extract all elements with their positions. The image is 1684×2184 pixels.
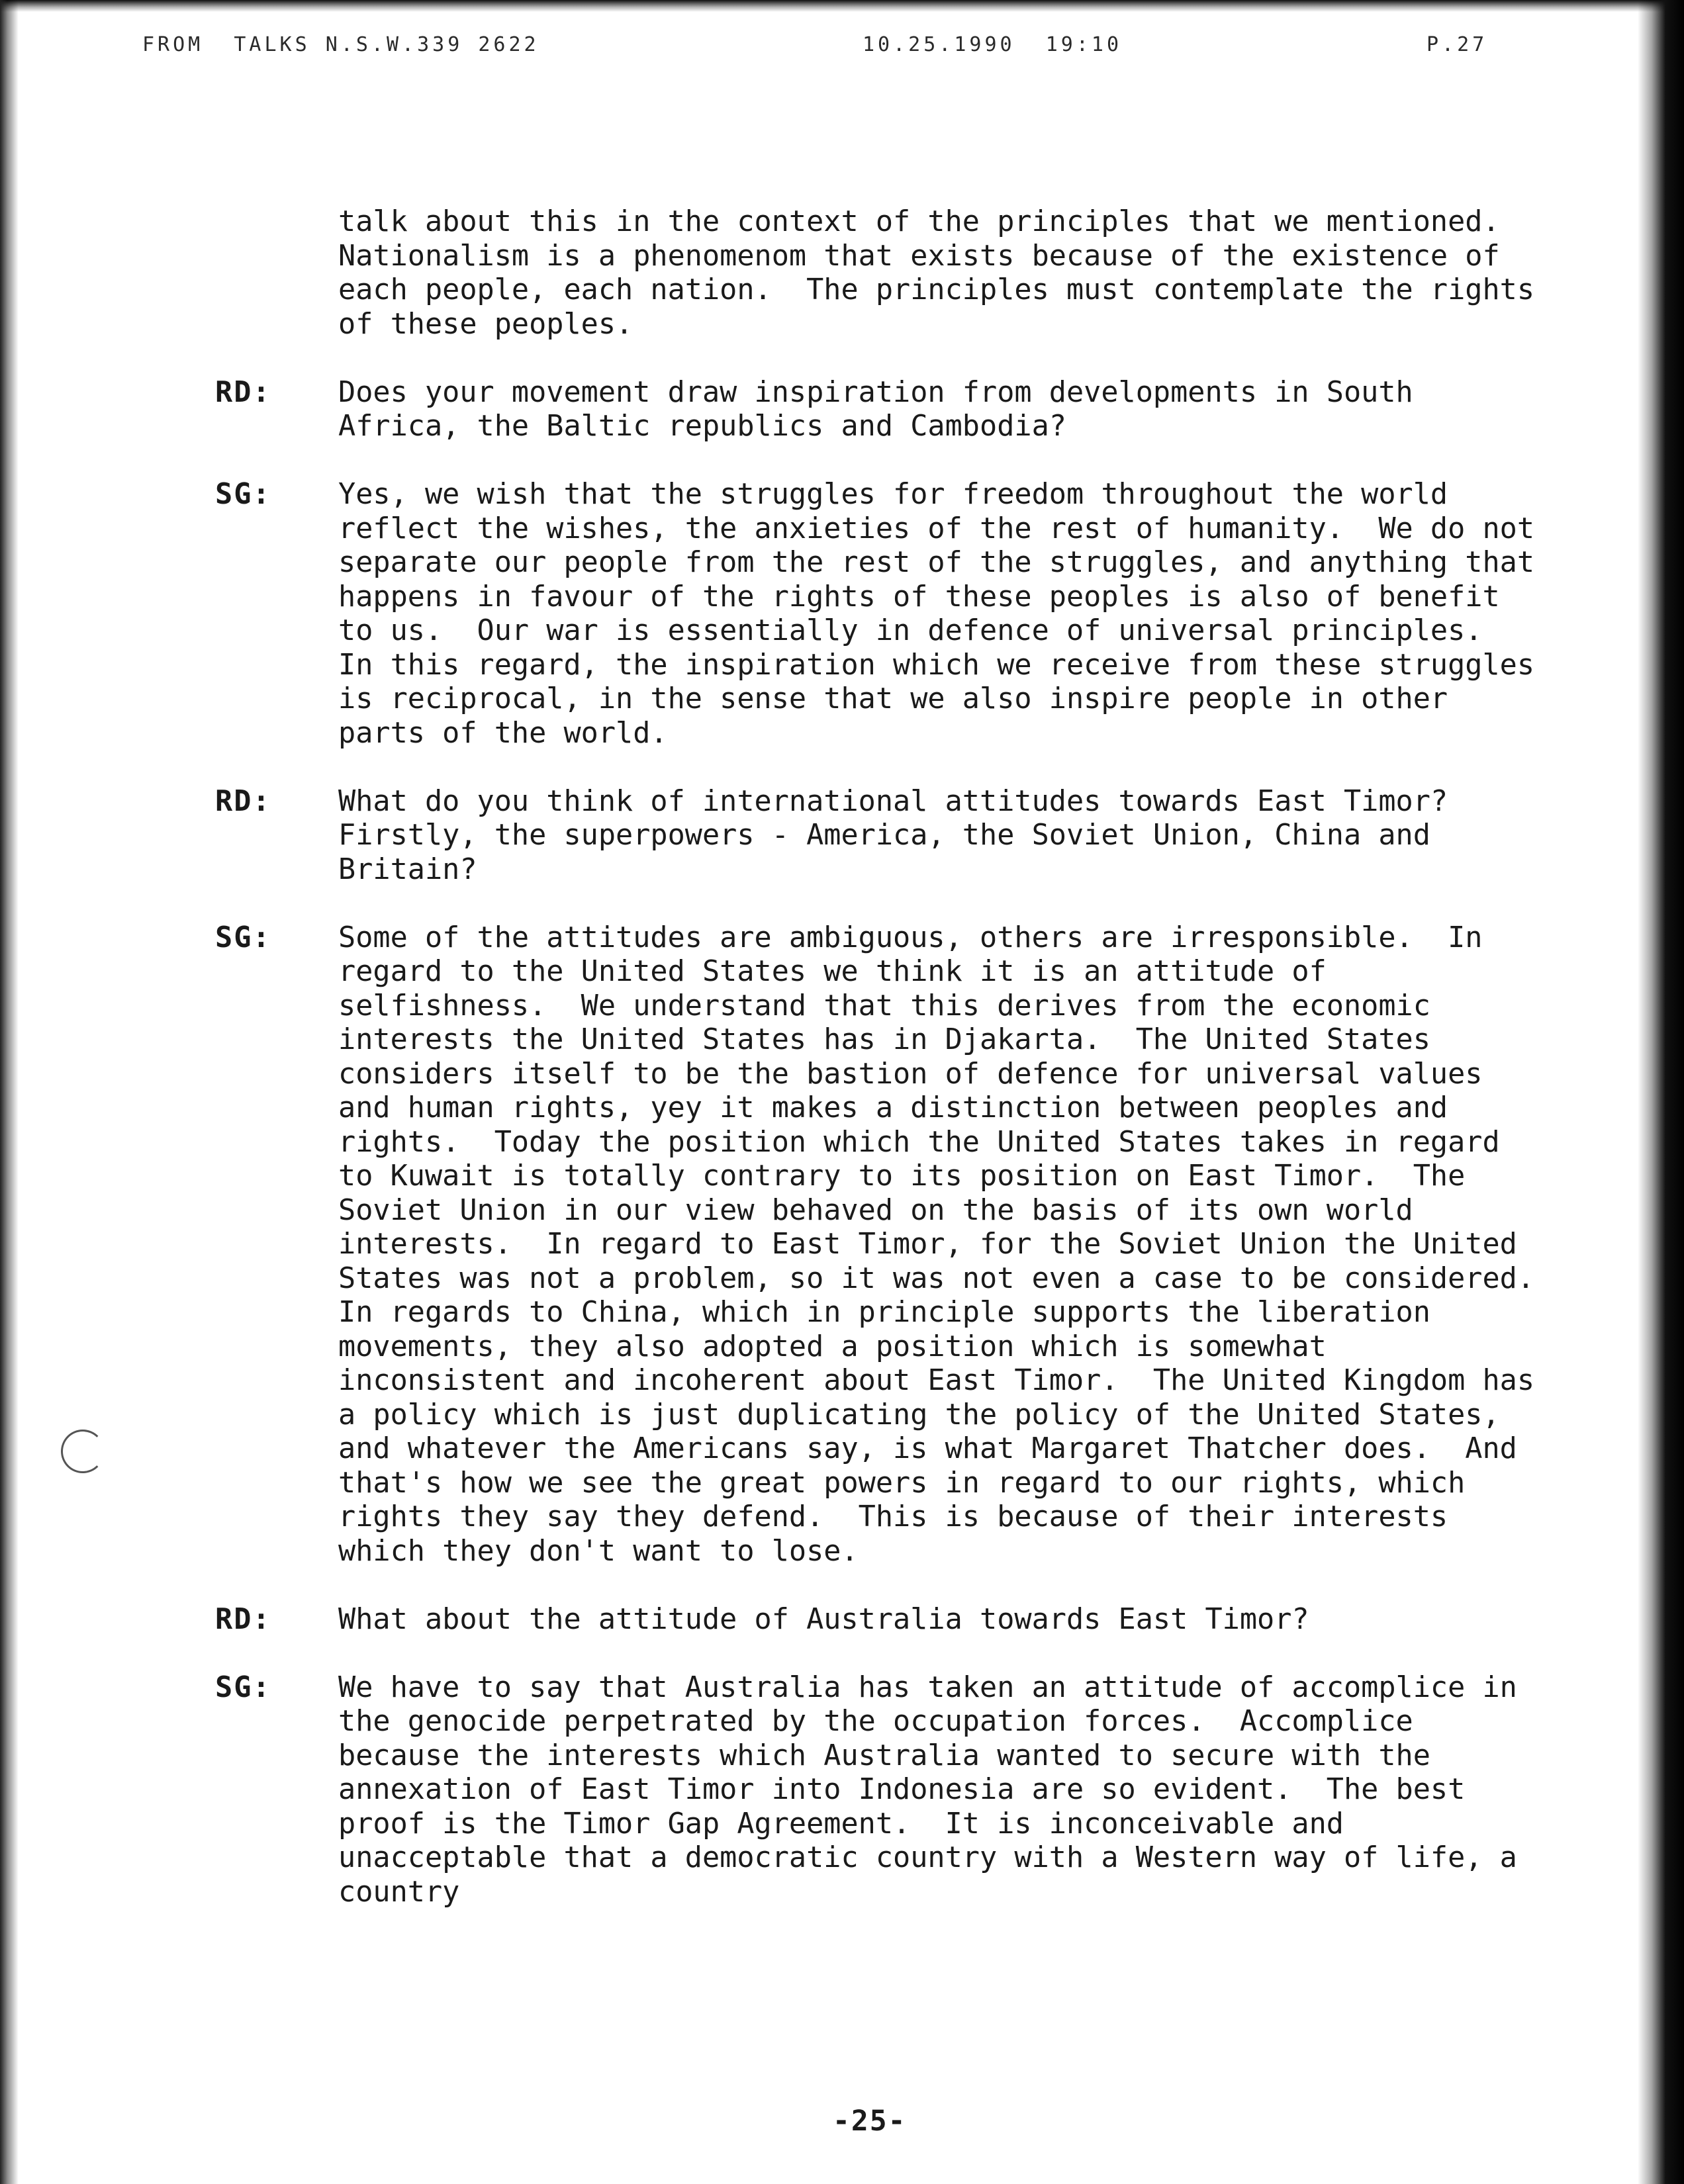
block-text: Yes, we wish that the struggles for freedom throughout the world reflect the wishes, the anxieties of the rest of humanity. We do not separate our people from the rest of the struggles, and anything that happens in favour of the rights of these peoples is also of benefit to us. Our war is essentially in defence of universal principles. In this regard, the inspiration which we receive from these struggles is reciprocal, in the sense that we also inspire people in other parts of the world.	[338, 478, 1552, 750]
transcript-block	[215, 1603, 1539, 1637]
fax-header	[0, 33, 1684, 66]
scan-edge-left	[0, 0, 19, 2184]
scan-edge-top	[0, 0, 1684, 12]
block-text: We have to say that Australia has taken an attitude of accomplice in the genocide perpetrated by the occupation forces. Accomplice because the interests which Australia wanted to secure with the annexation of East Timor into Indonesia are so evident. The best proof is the Timor Gap Agreement. It is inconceivable and unacceptable that a democratic country with a Western way of life, a country	[338, 1670, 1535, 1909]
fax-datetime: 10.25.1990 19:10	[863, 33, 1123, 56]
block-text: talk about this in the context of the principles that we mentioned. Nationalism is a phenomenom that exists because of the existence of each people, each nation. The principles must contemplate the rights of these peoples.	[338, 205, 1552, 341]
transcript-block	[215, 785, 1539, 887]
fax-sender: FROM TALKS N.S.W.339 2622	[142, 33, 539, 56]
speaker-label: SG:	[215, 478, 271, 511]
transcript-block	[215, 921, 1569, 1569]
scan-edge-right	[1638, 0, 1684, 2184]
page-number: -25-	[833, 2105, 907, 2138]
fax-page: P.27	[1427, 33, 1488, 56]
speaker-label: RD:	[215, 375, 271, 409]
speaker-label: RD:	[215, 784, 271, 818]
block-text: What about the attitude of Australia towards East Timor?	[338, 1602, 1309, 1636]
punch-hole-mark	[61, 1430, 105, 1473]
transcript-body	[215, 205, 1569, 1944]
speaker-label: RD:	[215, 1602, 271, 1636]
transcript-block	[215, 478, 1552, 751]
block-text: Some of the attitudes are ambiguous, others are irresponsible. In regard to the United States we think it is an attitude of selfishness. We understand that this derives from the economic interests the United States has in Djakarta. The United States considers itself to be the bastion of defence for universal values and human rights, yey it makes a distinction between peoples and rights. Today the position which the United States takes in regard to Kuwait is totally contrary to its position on East Timor. The Soviet Union in our view behaved on the basis of its own world interests. In regard to East Timor, for the Soviet Union the United States was not a problem, so it was not even a case to be considered. In regards to China, which in principle supports the liberation movements, they also adopted a position which is somewhat inconsistent and incoherent about East Timor. The United Kingdom has a policy which is just duplicating the policy of the United States, and whatever the Americans say, is what Margaret Thatcher does. And that's how we see the great powers in regard to our rights, which rights they say they defend. This is because of their interests which they don't want to lose.	[338, 921, 1569, 1568]
speaker-label: SG:	[215, 1670, 271, 1704]
transcript-block	[215, 1671, 1539, 1910]
transcript-block	[215, 205, 1552, 341]
transcript-block	[215, 376, 1539, 444]
block-text: What do you think of international attitudes towards East Timor? Firstly, the superpowers - America, the Soviet Union, China and Britain?	[338, 784, 1483, 886]
block-text: Does your movement draw inspiration from developments in South Africa, the Baltic republics and Cambodia?	[338, 375, 1430, 443]
speaker-label: SG:	[215, 921, 271, 954]
